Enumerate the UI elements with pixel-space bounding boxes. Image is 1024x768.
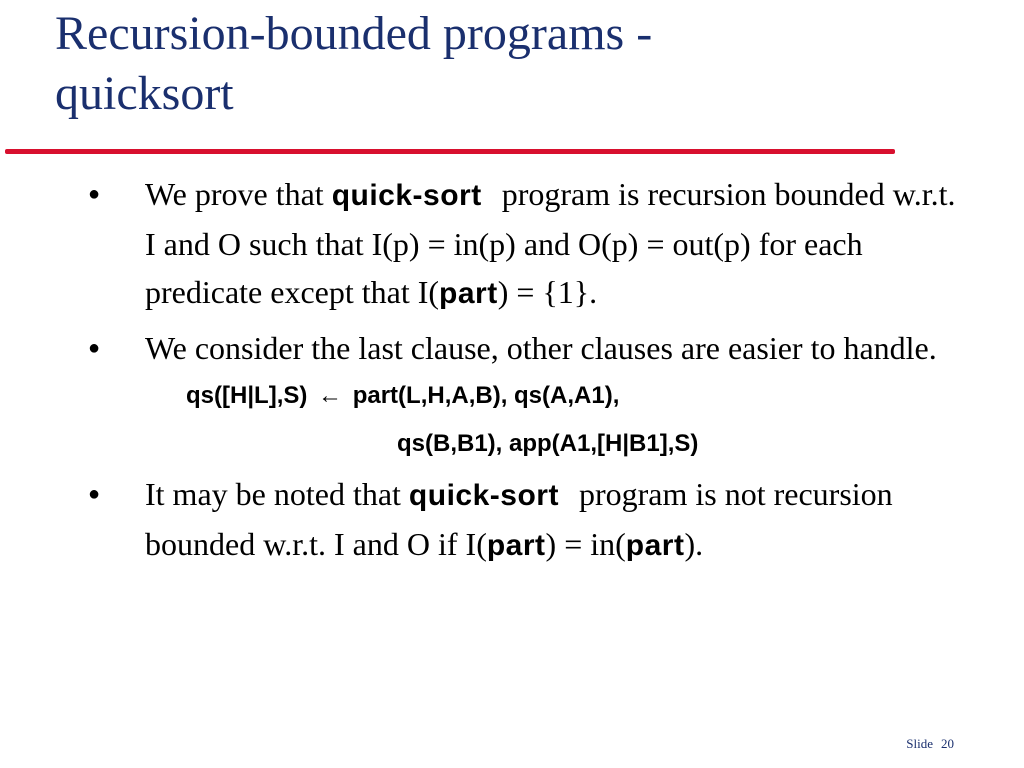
bullet-dot-icon: ● [88,337,101,359]
bullet-3-text-c: ) = in( [545,526,626,562]
bullet-1-text-c: ) = {1}. [497,274,598,310]
bullet-dot-icon: ● [88,183,101,205]
slide-title-line-1: Recursion-bounded programs - [55,7,653,60]
slide-number: 20 [941,736,954,751]
code-line-1 [0,372,1024,420]
bullet-item-1 [0,170,965,318]
slide-title-line-2: quicksort [55,67,234,120]
code-clause-body-1: part(L,H,A,B), qs(A,A1), [352,382,620,409]
bullet-1-keyword-quick-sort: quick-sort [331,179,482,212]
slide-body [0,170,1024,570]
left-arrow-icon: ← [318,382,343,409]
bullet-3-text-a: It may be noted that [145,476,409,512]
slide-label: Slide [906,736,933,751]
bullet-2-text: We consider the last clause, other clauses are easier to handle. [145,330,937,366]
bullet-3-keyword-part-2: part [625,529,685,562]
code-line-2 [0,420,1024,468]
bullet-dot-icon: ● [88,483,101,505]
bullet-3-text-b: program is not recursion bounded w.r.t. I and O if I( [145,476,893,562]
code-clause-body-2: qs(B,B1), app(A1,[H|B1],S) [397,430,699,457]
slide-footer [906,736,954,752]
bullet-1-text-b: program is recursion bounded w.r.t. I and O such that I(p) = in(p) and O(p) = out(p) for each predicate except that I( [145,176,956,310]
bullet-1-text-a: We prove that [145,176,332,212]
bullet-1-keyword-part: part [439,277,498,310]
slide-title [55,4,955,124]
bullet-item-3 [0,470,965,570]
bullet-3-text-d: ). [684,526,704,562]
code-clause-head: qs([H|L],S) [186,382,308,409]
bullet-3-keyword-part-1: part [486,529,546,562]
bullet-item-2 [0,324,965,372]
title-divider [5,149,895,154]
bullet-3-keyword-quick-sort: quick-sort [408,479,559,512]
